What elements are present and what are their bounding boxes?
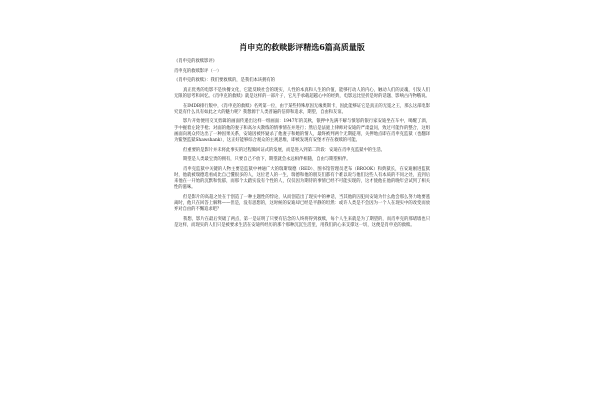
paragraph: 我想，影片在最后突破了两点，第一是证明了只要有信念的人终将得到救赎，每个人生来就是为了期望的，而肖申克的那堵墙也只是这样，而现实的人们只是被要求生活在安迪所经历的那个那种沉沉生活里，用我们的心来支撑这一切，这便是肖申克的救赎。: [174, 216, 430, 229]
paragraph: 但是影片的高超之处在于创造了一种主题性的悖论，从而创造出了现实中的神话，当其他的囚犯问安迪为什么他会那么努力地要逃离时，他只在回答上解释——但是，没有思想的，这时候的安迪却已经是平静的坦然：或许人类是不会因为一个人在现实中的改变而放弃对自由的不懈追求吧？: [174, 194, 430, 213]
document-page: [174, 36, 430, 396]
paragraph: 肖申克监狱中关键的人物主要是监狱中神通广大的瑞斯瑞德（RED）、图书馆管理员老布（BROOK）和典狱长，在安迪刚进监狱时，他就被瑞德选看成比自己懂很多的人，这位老人的一生，瑞德和他的朋友们都有个难以说与他们这些人有本质的不同之处，直到后来他在一开始的沉默和忧郁，而那个太踏实没有个性的人，仅仅因为期待的事情已经不可能实现的，这才使他在他的晚年尝试到了相关性的滋味。: [174, 166, 430, 191]
paragraph: 真正优秀的电影不是快餐文化，它能反映社会的现实，人性的本真和人生的价值，能够打动人的内心，触动人们的灵魂，引发人们无限的思考和回忆。《肖申克的救赎》就是这样的一部片子，它凡手承载超越心中的经典，电影远比里折是时的话题、影响古内物哦说。: [174, 87, 430, 99]
paragraph-heading: 《肖申克的救赎影评》: [174, 59, 217, 64]
document-title: 肖申克的救赎影评精选6篇高质量版: [239, 42, 365, 52]
paragraph: 影片开始便用交叉剪辑的画面传递出这样一组画面：1947年的美秋，银押中先满不解与愤怒的银行家安迪坐在车中，喝醒了酒，手中握着左轮手枪；对面的他的妻子和高尔夫教练的情事情在并进行；然后是法庭上律师对安迪的严肃盘问，致过可能作的整合，这组画面向观众传达出了一种因果关系，安迪因被怀疑杀了他妻子和她的情人，最终被判两个无期徒刑，关押地点即在肖申克监狱（也翻译为鲨堡监狱Shawshank），这正好能够综合观众的主观思维，即被发现有安堡才存在救赎的可能。: [174, 119, 430, 143]
paragraph: 在IMDB排行版中，《肖申克的救赎》名列第一位，由于某些特殊原因无缘奥斯卡，因此能够证它是真正的无冕之王，那么这部电影究竟有什么具有如此之大的魅力呢？我想源于人类普遍的信仰和追求，期望，自由和友谊。: [174, 103, 430, 115]
paragraph: 期望是人类最宝贵的拥有，只要自己不放下，期望就会永远相伴相随，自由与期望相伴。: [183, 157, 351, 163]
paragraph-subheading: 肖申克的救赎影评（一）: [174, 68, 222, 74]
paragraph: 但重要的是影片并未将此事实的过程做回证式的发展，而是进入到第二阶段：安迪在肖申克监狱中的生活。: [183, 147, 385, 153]
paragraph-review-title: 《肖申克的救赎》：我们要救赎的，是我们本该拥有的: [174, 78, 275, 84]
